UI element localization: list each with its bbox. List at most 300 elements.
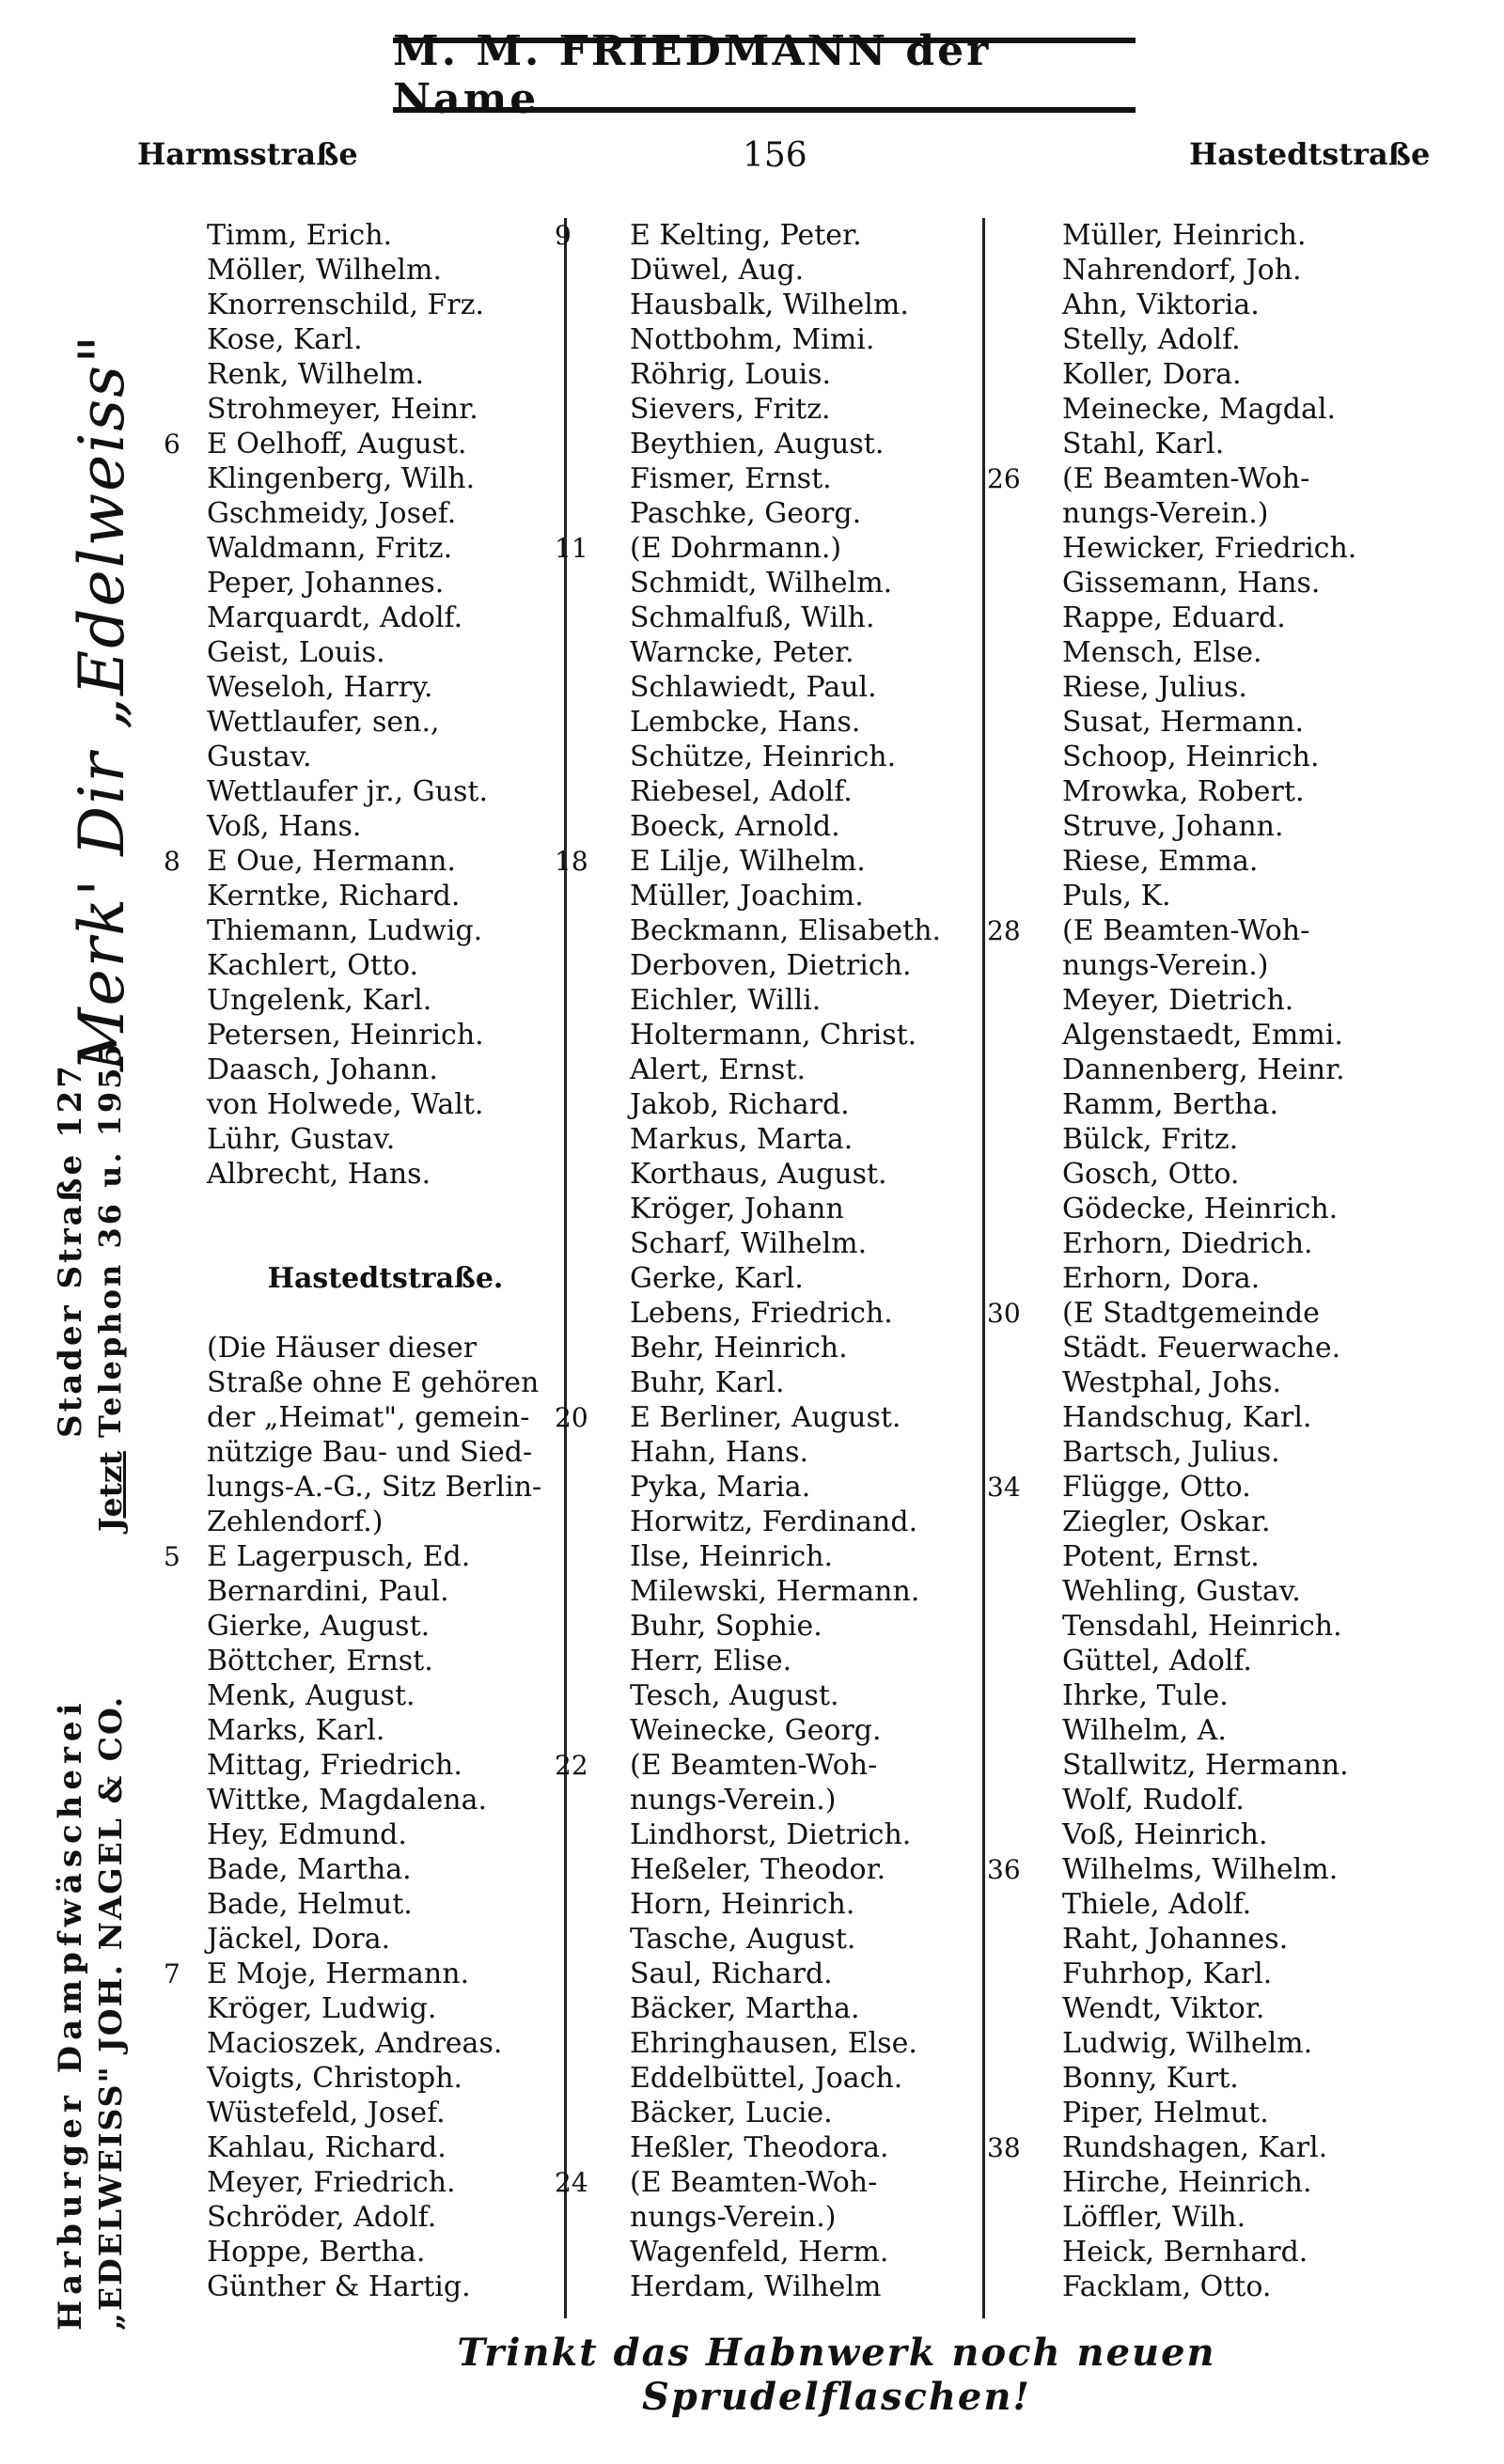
resident-name: Wendt, Viktor. [1062, 1992, 1265, 2025]
section-heading: Hastedtstraße. [267, 1262, 504, 1295]
directory-entry [630, 1991, 978, 2026]
resident-name: Boeck, Arnold. [630, 810, 840, 843]
resident-name: Macioszek, Andreas. [207, 2027, 503, 2060]
directory-entry [630, 1887, 978, 1922]
resident-name: Voß, Hans. [207, 810, 362, 843]
resident-name: lungs-A.-G., Sitz Berlin- [207, 1471, 542, 1504]
resident-name: Müller, Joachim. [630, 880, 864, 912]
directory-entry [207, 1852, 564, 1887]
directory-entry [630, 1331, 978, 1365]
resident-name: Wettlaufer, sen., [207, 706, 440, 739]
directory-entry [207, 1331, 564, 1365]
resident-name: Lühr, Gustav. [207, 1123, 396, 1156]
resident-name: Herdam, Wilhelm [630, 2270, 882, 2303]
resident-name: Güttel, Adolf. [1062, 1645, 1252, 1677]
directory-entry [1062, 1226, 1476, 1261]
directory-entry [1062, 705, 1476, 740]
resident-name: Marquardt, Adolf. [207, 601, 463, 634]
directory-entry [207, 496, 564, 531]
resident-name: Timm, Erich. [207, 219, 393, 252]
resident-name: Lebens, Friedrich. [630, 1297, 893, 1330]
resident-name: Klingenberg, Wilh. [207, 462, 476, 495]
resident-name: Stahl, Karl. [1062, 428, 1225, 460]
sidebar-firm-line1: Harburger Dampfwäscherei [52, 1697, 89, 2331]
directory-entry [630, 2235, 978, 2269]
directory-entry [207, 2165, 564, 2200]
directory-entry [207, 1887, 564, 1922]
resident-name: Löffler, Wilh. [1062, 2201, 1246, 2234]
resident-name: (E Beamten-Woh- [1062, 462, 1310, 495]
directory-entry [207, 288, 564, 322]
resident-name: Ungelenk, Karl. [207, 984, 432, 1017]
directory-entry [207, 1296, 564, 1331]
resident-name: Böttcher, Ernst. [207, 1645, 433, 1677]
directory-entry [207, 740, 564, 774]
directory-entry [1062, 2026, 1476, 2061]
resident-name: Potent, Ernst. [1062, 1540, 1260, 1573]
directory-entry [1062, 1957, 1476, 1991]
resident-name: (E Stadtgemeinde [1062, 1297, 1320, 1330]
directory-entry [1062, 288, 1476, 322]
directory-entry [555, 531, 978, 566]
resident-name: Kröger, Ludwig. [207, 1992, 437, 2025]
directory-entry [1062, 2200, 1476, 2235]
resident-name: Beythien, August. [630, 428, 885, 460]
header-left-street: Harmsstraße [137, 136, 358, 172]
directory-entry [207, 1609, 564, 1644]
resident-name: Gschmeidy, Josef. [207, 497, 457, 530]
directory-entry [630, 1053, 978, 1087]
directory-entry [1062, 1053, 1476, 1087]
resident-name: Sievers, Fritz. [630, 393, 831, 426]
resident-name: Eddelbüttel, Joach. [630, 2062, 903, 2095]
resident-name: Tasche, August. [630, 1923, 856, 1956]
house-number: 38 [987, 2132, 1021, 2163]
sidebar-phone: Telephon 36 u. 1955 [92, 1041, 128, 1438]
directory-entry [1062, 1087, 1476, 1122]
resident-name: Geist, Louis. [207, 636, 385, 669]
resident-name: E Kelting, Peter. [630, 219, 862, 252]
directory-entry [630, 1157, 978, 1192]
resident-name: Meinecke, Magdal. [1062, 393, 1336, 426]
directory-entry [1062, 1817, 1476, 1852]
directory-entry [207, 2096, 564, 2130]
directory-entry [1062, 1887, 1476, 1922]
resident-name: Wagenfeld, Herm. [630, 2236, 889, 2269]
resident-name: Horn, Heinrich. [630, 1888, 855, 1921]
directory-entry [164, 1957, 564, 1991]
directory-entry [630, 1644, 978, 1678]
resident-name: Schoop, Heinrich. [1062, 741, 1320, 773]
directory-entry [630, 1365, 978, 1400]
resident-name: Bernardini, Paul. [207, 1575, 449, 1608]
directory-entry [207, 1400, 564, 1435]
resident-name: Straße ohne E gehören [207, 1366, 540, 1399]
directory-entry [1062, 566, 1476, 600]
directory-entry [207, 705, 564, 740]
directory-entry [630, 774, 978, 809]
resident-name: nützige Bau- und Sied- [207, 1436, 533, 1469]
directory-entry [630, 879, 978, 913]
resident-name: Hahn, Hans. [630, 1436, 809, 1469]
directory-entry [987, 2130, 1476, 2165]
resident-name: Rappe, Eduard. [1062, 601, 1286, 634]
resident-name: (E Beamten-Woh- [630, 2166, 878, 2199]
sidebar-slogan: Merk' Dir „Edelweiss" [66, 333, 138, 1071]
directory-entry [630, 1470, 978, 1505]
directory-entry [630, 1539, 978, 1574]
resident-name: Riese, Emma. [1062, 845, 1259, 878]
resident-name: Westphal, Johs. [1062, 1366, 1282, 1399]
directory-entry [1062, 670, 1476, 705]
directory-entry [1062, 774, 1476, 809]
resident-name: Städt. Feuerwache. [1062, 1332, 1341, 1365]
resident-name: Paschke, Georg. [630, 497, 862, 530]
house-number: 7 [164, 1958, 180, 1989]
resident-name: Bonny, Kurt. [1062, 2062, 1239, 2095]
resident-name: nungs-Verein.) [630, 1784, 837, 1817]
directory-entry [630, 1783, 978, 1817]
resident-name: nungs-Verein.) [630, 2201, 837, 2234]
resident-name: Schütze, Heinrich. [630, 741, 897, 773]
directory-entry [1062, 1435, 1476, 1470]
resident-name: Gustav. [207, 741, 312, 773]
directory-entry [630, 1852, 978, 1887]
resident-name: Riebesel, Adolf. [630, 775, 853, 808]
directory-entry [1062, 1922, 1476, 1957]
resident-name: Meyer, Dietrich. [1062, 984, 1294, 1017]
directory-entry [207, 913, 564, 948]
resident-name: Weseloh, Harry. [207, 671, 433, 704]
resident-name: Raht, Johannes. [1062, 1923, 1289, 1956]
resident-name: Mensch, Else. [1062, 636, 1262, 669]
resident-name: E Lilje, Wilhelm. [630, 845, 866, 878]
house-number: 26 [987, 463, 1021, 494]
directory-entry [987, 1296, 1476, 1331]
resident-name: Schmidt, Wilhelm. [630, 567, 893, 600]
directory-entry [207, 1678, 564, 1713]
directory-entry [207, 1087, 564, 1122]
directory-entry [630, 1817, 978, 1852]
resident-name: Hoppe, Bertha. [207, 2236, 426, 2269]
directory-entry [207, 1922, 564, 1957]
resident-name: Stelly, Adolf. [1062, 323, 1241, 356]
resident-name: E Berliner, August. [630, 1401, 901, 1434]
directory-entry [1062, 392, 1476, 427]
directory-entry [630, 670, 978, 705]
resident-name: Nahrendorf, Joh. [1062, 254, 1302, 287]
resident-name: Gödecke, Heinrich. [1062, 1193, 1339, 1225]
directory-entry [207, 1435, 564, 1470]
directory-entry [1062, 809, 1476, 844]
resident-name: Ramm, Bertha. [1062, 1088, 1279, 1121]
directory-entry [1062, 1783, 1476, 1817]
directory-entry [630, 392, 978, 427]
resident-name: Thiemann, Ludwig. [207, 914, 483, 947]
resident-name: Voigts, Christoph. [207, 2062, 463, 2095]
directory-entry [987, 913, 1476, 948]
directory-entry [555, 844, 978, 879]
resident-name: nungs-Verein.) [1062, 497, 1269, 530]
directory-entry [1062, 1748, 1476, 1783]
directory-entry [1062, 2096, 1476, 2130]
resident-name: nungs-Verein.) [1062, 949, 1269, 982]
resident-name: Ehringhausen, Else. [630, 2027, 917, 2060]
resident-name: Zehlendorf.) [207, 1505, 384, 1538]
directory-entry [630, 253, 978, 288]
resident-name: Beckmann, Elisabeth. [630, 914, 942, 947]
resident-name: (E Beamten-Woh- [1062, 914, 1310, 947]
resident-name: Gissemann, Hans. [1062, 567, 1321, 600]
directory-entry [630, 322, 978, 357]
resident-name: Schlawiedt, Paul. [630, 671, 877, 704]
resident-name: Piper, Helmut. [1062, 2097, 1269, 2129]
page-number: 156 [743, 136, 807, 175]
resident-name: Eichler, Willi. [630, 984, 822, 1017]
resident-name: Heßler, Theodora. [630, 2131, 889, 2164]
directory-entry [630, 705, 978, 740]
directory-entry [1062, 322, 1476, 357]
resident-name: Behr, Heinrich. [630, 1332, 848, 1365]
resident-name: Facklam, Otto. [1062, 2270, 1272, 2303]
directory-entry [207, 2061, 564, 2096]
resident-name: Wilhelms, Wilhelm. [1062, 1853, 1339, 1886]
resident-name: (E Beamten-Woh- [630, 1749, 878, 1782]
directory-entry [207, 600, 564, 635]
resident-name: Herr, Elise. [630, 1645, 792, 1677]
resident-name: Albrecht, Hans. [207, 1158, 431, 1191]
directory-entry [207, 879, 564, 913]
directory-entry [1062, 2165, 1476, 2200]
resident-name: Stallwitz, Hermann. [1062, 1749, 1349, 1782]
directory-entry [555, 1400, 978, 1435]
directory-entry [1062, 1574, 1476, 1609]
directory-entry [207, 2235, 564, 2269]
directory-entry [1062, 2235, 1476, 2269]
house-number: 9 [555, 220, 572, 251]
sidebar-address: Stader Straße 127 [52, 1063, 89, 1438]
directory-entry [630, 1296, 978, 1331]
resident-name: Hausbalk, Wilhelm. [630, 289, 909, 321]
directory-entry [207, 1157, 564, 1192]
directory-entry [1062, 1018, 1476, 1053]
directory-entry [1062, 357, 1476, 392]
resident-name: E Oue, Hermann. [207, 845, 456, 878]
directory-entry [630, 913, 978, 948]
directory-entry [1062, 1192, 1476, 1226]
directory-entry [630, 2200, 978, 2235]
directory-entry [207, 635, 564, 670]
resident-name: Heßeler, Theodor. [630, 1853, 886, 1886]
directory-entry [207, 670, 564, 705]
resident-name: Gierke, August. [207, 1610, 431, 1643]
sidebar-jetzt: Jetzt [92, 1451, 129, 1532]
house-number: 8 [164, 846, 180, 877]
directory-entry [207, 1713, 564, 1748]
resident-name: Mittag, Friedrich. [207, 1749, 462, 1782]
advert-banner: M. M. FRIEDMANN der Name [393, 38, 1136, 113]
resident-name: Meyer, Friedrich. [207, 2166, 456, 2199]
directory-entry [207, 531, 564, 566]
resident-name: Flügge, Otto. [1062, 1471, 1251, 1504]
house-number: 24 [555, 2167, 588, 2198]
directory-entry [630, 2096, 978, 2130]
directory-entry [164, 427, 564, 461]
resident-name: Peper, Johannes. [207, 567, 445, 600]
directory-entry [630, 288, 978, 322]
resident-name: Bartsch, Julius. [1062, 1436, 1280, 1469]
directory-column-3 [987, 218, 1476, 2304]
resident-name: Alert, Ernst. [630, 1053, 807, 1086]
resident-name: Wittke, Magdalena. [207, 1784, 488, 1817]
directory-entry [630, 1678, 978, 1713]
resident-name: Kose, Karl. [207, 323, 363, 356]
resident-name: Riese, Julius. [1062, 671, 1247, 704]
directory-entry [630, 1122, 978, 1157]
directory-entry [207, 357, 564, 392]
resident-name: Marks, Karl. [207, 1714, 385, 1747]
directory-entry [1062, 844, 1476, 879]
directory-entry [207, 1018, 564, 1053]
resident-name: Buhr, Sophie. [630, 1610, 822, 1643]
directory-entry [1062, 427, 1476, 461]
directory-entry [630, 983, 978, 1018]
sidebar-firm-line2: „EDELWEISS" JOH. NAGEL & CO. [92, 1694, 129, 2331]
resident-name: Schröder, Adolf. [207, 2201, 437, 2234]
resident-name: Voß, Heinrich. [1062, 1818, 1268, 1851]
resident-name: von Holwede, Walt. [207, 1088, 484, 1121]
directory-entry [630, 2269, 978, 2304]
directory-entry [1062, 600, 1476, 635]
directory-entry [630, 2026, 978, 2061]
directory-entry [630, 1192, 978, 1226]
directory-entry [207, 253, 564, 288]
resident-name: Horwitz, Ferdinand. [630, 1505, 918, 1538]
resident-name: Heick, Bernhard. [1062, 2236, 1308, 2269]
resident-name: Ahn, Viktoria. [1062, 289, 1260, 321]
directory-entry [1062, 1713, 1476, 1748]
resident-name: Günther & Hartig. [207, 2270, 471, 2303]
directory-entry [207, 218, 564, 253]
directory-entry [207, 2026, 564, 2061]
directory-entry [987, 1470, 1476, 1505]
resident-name: E Oelhoff, August. [207, 428, 467, 460]
directory-entry [1062, 496, 1476, 531]
directory-entry [207, 1783, 564, 1817]
resident-name: Thiele, Adolf. [1062, 1888, 1252, 1921]
directory-entry [1062, 879, 1476, 913]
resident-name: Korthaus, August. [630, 1158, 887, 1191]
resident-name: Strohmeyer, Heinr. [207, 393, 478, 426]
resident-name: E Lagerpusch, Ed. [207, 1540, 471, 1573]
resident-name: Kachlert, Otto. [207, 949, 419, 982]
resident-name: Algenstaedt, Emmi. [1062, 1019, 1343, 1052]
resident-name: Scharf, Wilhelm. [630, 1227, 868, 1260]
directory-entry [630, 1261, 978, 1296]
resident-name: Wilhelm, A. [1062, 1714, 1227, 1747]
directory-entry [207, 2130, 564, 2165]
directory-entry [1062, 983, 1476, 1018]
directory-entry [630, 427, 978, 461]
house-number: 34 [987, 1472, 1021, 1503]
directory-entry [1062, 1609, 1476, 1644]
resident-name: Wehling, Gustav. [1062, 1575, 1301, 1608]
directory-entry [207, 2200, 564, 2235]
directory-entry [207, 1644, 564, 1678]
resident-name: Hirche, Heinrich. [1062, 2166, 1312, 2199]
resident-name: Dannenberg, Heinr. [1062, 1053, 1345, 1086]
resident-name: Renk, Wilhelm. [207, 358, 425, 391]
resident-name: Buhr, Karl. [630, 1366, 785, 1399]
directory-entry [207, 1122, 564, 1157]
directory-entry [207, 809, 564, 844]
resident-name: der „Heimat", gemein- [207, 1401, 530, 1434]
directory-entry [987, 1852, 1476, 1887]
resident-name: Fismer, Ernst. [630, 462, 832, 495]
directory-entry [555, 218, 978, 253]
resident-name: Ilse, Heinrich. [630, 1540, 834, 1573]
resident-name: Gosch, Otto. [1062, 1158, 1240, 1191]
directory-entry [1062, 1644, 1476, 1678]
directory-entry [207, 1192, 564, 1226]
resident-name: Schmalfuß, Wilh. [630, 601, 875, 634]
directory-entry [630, 1957, 978, 1991]
resident-name: Ludwig, Wilhelm. [1062, 2027, 1313, 2060]
directory-entry [630, 1713, 978, 1748]
resident-name: Hewicker, Friedrich. [1062, 532, 1357, 565]
directory-entry [630, 740, 978, 774]
resident-name: Wüstefeld, Josef. [207, 2097, 446, 2129]
directory-entry [207, 1470, 564, 1505]
directory-entry [207, 774, 564, 809]
directory-entry [630, 357, 978, 392]
resident-name: Bäcker, Martha. [630, 1992, 860, 2025]
resident-name: Fuhrhop, Karl. [1062, 1957, 1273, 1990]
resident-name: Bäcker, Lucie. [630, 2097, 833, 2129]
directory-entry [630, 635, 978, 670]
resident-name: Pyka, Maria. [630, 1471, 811, 1504]
resident-name: Lembcke, Hans. [630, 706, 861, 739]
resident-name: Weinecke, Georg. [630, 1714, 882, 1747]
directory-entry [630, 1922, 978, 1957]
directory-entry [630, 1087, 978, 1122]
directory-entry [630, 948, 978, 983]
directory-entry [1062, 1991, 1476, 2026]
resident-name: Kröger, Johann [630, 1193, 844, 1225]
directory-entry [630, 2130, 978, 2165]
resident-name: Milewski, Hermann. [630, 1575, 920, 1608]
header-right-street: Hastedtstraße [1189, 136, 1431, 172]
resident-name: Holtermann, Christ. [630, 1019, 917, 1052]
directory-entry [630, 600, 978, 635]
resident-name: Möller, Wilhelm. [207, 254, 442, 287]
resident-name: Lindhorst, Dietrich. [630, 1818, 912, 1851]
directory-entry [1062, 1331, 1476, 1365]
resident-name: Struve, Johann. [1062, 810, 1284, 843]
resident-name: (E Dohrmann.) [630, 532, 842, 565]
resident-name: Röhrig, Louis. [630, 358, 832, 391]
directory-entry [630, 566, 978, 600]
resident-name: Petersen, Heinrich. [207, 1019, 484, 1052]
directory-entry [630, 496, 978, 531]
directory-entry [987, 461, 1476, 496]
directory-entry [630, 1018, 978, 1053]
house-number: 36 [987, 1854, 1021, 1885]
resident-name: Bade, Helmut. [207, 1888, 413, 1921]
resident-name: Mrowka, Robert. [1062, 775, 1305, 808]
directory-entry [1062, 1400, 1476, 1435]
directory-entry [1062, 531, 1476, 566]
